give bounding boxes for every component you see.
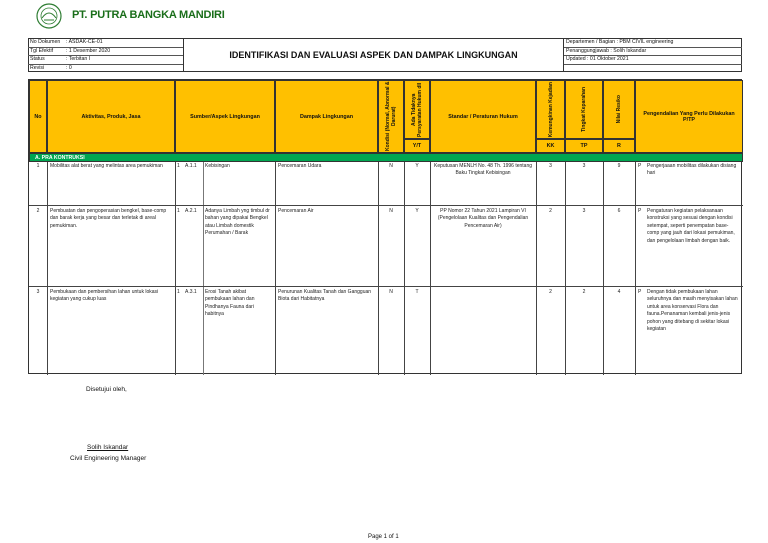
status-label: Status <box>30 56 45 62</box>
row2-activity: Pembuatan dan pengoperasian bengkel, base-comp dan barak kerja yang besar dan terletak di areal pemukiman. <box>50 208 167 229</box>
row2-control: Pengaturan kegiatan pelaksanaan konstruksi yang sesuai dengan kondisi setempat, seperti penempatan base-comp yang jauh dari lokasi pemukiman, dan pengelolaan limbah dengan baik. <box>647 208 735 244</box>
row3-code-a: 1 <box>177 289 180 295</box>
section-row: A. PRA KONTRUKSI <box>29 153 743 162</box>
col-header-standard: Standar / Peraturan Hukum <box>430 80 536 153</box>
row3-legal: T <box>415 289 419 295</box>
col-header-condition-text: Kondisi (Normal, Abnormal & Darurat) <box>385 81 397 152</box>
col-header-activity: Aktivitas, Produk, Jasa <box>47 80 175 153</box>
grid-vline <box>536 162 537 375</box>
row1-activity: Mobilitas alat berat yang melintas area pemukiman <box>50 163 163 169</box>
row3-source: Erosi Tanah akibat pembukaan lahan dan Pindhanya Fauna dari habitnya <box>205 289 255 318</box>
page-number: Page 1 of 1 <box>368 534 399 540</box>
approved-by-label: Disetujui oleh, <box>86 386 127 393</box>
grid-vline <box>404 162 405 375</box>
row3-activity: Pembukaan dan pembersihan lahan untuk lokasi kegiatan yang cukup luas <box>50 289 159 303</box>
grid-vline <box>47 162 48 375</box>
row2-code-b: A.2.1 <box>185 208 197 214</box>
col-header-legal-text: Ada Tidaknya Persyaratan Hukum dll <box>411 82 423 137</box>
col-header-legal <box>404 80 430 139</box>
row2-pt: P <box>638 208 642 214</box>
department-info <box>563 38 742 72</box>
col-header-likelihood-sub: KK <box>536 139 565 153</box>
row1-source: Kebisingan <box>205 163 230 169</box>
revision-label: Revisi <box>30 64 45 71</box>
company-logo-icon <box>36 3 62 29</box>
row2-standard: PP Nomor 22 Tahun 2021 Lampiran VI (Pengelolaan Kualitas dan Pengendalian Pencemaran Air) <box>437 208 529 229</box>
grid-vline <box>603 162 604 375</box>
row1-tp: 3 <box>582 163 586 169</box>
row3-control: Dengan tidak pembukaan lahan seluruhnya dan masih menyisakan lahan untuk area konservasi Flora dan fauna.Penanaman kembali jenis-jenis pohon yang ditebang di sekitar lokasi kegiatan <box>647 289 738 333</box>
col-header-severity-text: Tingkat Keparahan <box>581 87 587 132</box>
row3-code-b: A.3.1 <box>185 289 197 295</box>
row2-legal: Y <box>415 208 419 214</box>
row3-pt: P <box>638 289 642 295</box>
grid-vline <box>565 162 566 375</box>
row2-tp: 3 <box>582 208 586 214</box>
person-in-charge: Penanggungjawab : Solih Iskandar <box>566 47 647 54</box>
row1-control: Pengerjaaan mobilitas dilakukan disiang hari <box>647 163 737 177</box>
col-header-risk-text: Nilai Resiko <box>616 95 622 124</box>
row2-kk: 2 <box>549 208 552 214</box>
grid-vline <box>275 162 276 375</box>
document-title: IDENTIFIKASI DAN EVALUASI ASPEK DAN DAMPAK LINGKUNGAN <box>229 50 518 60</box>
row3-kk: 2 <box>549 289 552 295</box>
grid-vline <box>635 162 636 375</box>
updated-date: Updated : 01 Oktober 2021 <box>566 56 629 62</box>
row2-code-a: 1 <box>177 208 180 214</box>
approver-name: Solih Iskandar <box>87 444 129 451</box>
department: Departemen / Bagian : PBM CIVIL engineering <box>566 39 674 45</box>
grid-vline <box>203 162 204 375</box>
row3-impact: Penurunan Kualitas Tanah dan Gangguan Biota dari Habitatnya <box>278 289 372 303</box>
col-header-risk-sub: R <box>603 139 635 153</box>
col-header-likelihood <box>536 80 565 139</box>
company-name: PT. PUTRA BANGKA MANDIRI <box>72 9 225 21</box>
doc-no-label: No Dokumen <box>30 39 61 45</box>
row2-no: 2 <box>36 208 40 214</box>
row3-no: 3 <box>36 289 40 295</box>
row3-r: 4 <box>617 289 621 295</box>
revision-value: : 0 <box>66 64 72 71</box>
col-header-legal-sub: Y/T <box>404 139 430 153</box>
col-header-no: No <box>29 80 47 153</box>
grid-hline <box>29 205 743 206</box>
grid-vline <box>378 162 379 375</box>
doc-no: : ASDAK-CE-01 <box>66 39 103 45</box>
row1-impact: Pencemaran Udara <box>278 163 322 169</box>
document-info <box>28 38 184 72</box>
grid-hline <box>29 286 743 287</box>
col-header-severity <box>565 80 603 139</box>
row1-code-a: 1 <box>177 163 180 169</box>
approver-position: Civil Engineering Manager <box>70 455 147 462</box>
row3-tp: 2 <box>582 289 586 295</box>
row2-source: Adanya Limbah yng timbul dr bahan yang dipakai Bengkel atau Limbah domestik Perumahan / Barak <box>205 208 270 237</box>
col-header-risk <box>603 80 635 139</box>
col-header-severity-sub: TP <box>565 139 603 153</box>
grid-vline <box>430 162 431 375</box>
row3-condition: N <box>389 289 393 295</box>
col-header-likelihood-text: Kemungkinan Kejadian <box>547 81 554 138</box>
row1-r: 9 <box>617 163 621 169</box>
col-header-source: Sumber/Aspek Lingkungan <box>175 80 275 153</box>
row2-impact: Pencemaran Air <box>278 208 314 214</box>
effective-date: : 1 Desember 2020 <box>66 47 111 54</box>
col-header-impact: Dampak Lingkungan <box>275 80 378 153</box>
row1-legal: Y <box>415 163 419 169</box>
effective-label: Tgl Efektif <box>30 47 54 54</box>
row1-condition: N <box>389 163 393 169</box>
grid-vline <box>175 162 176 375</box>
row1-code-b: A.1.1 <box>185 163 197 169</box>
row1-kk: 3 <box>549 163 552 169</box>
row1-pt: P <box>638 163 642 169</box>
aspect-impact-table <box>28 79 742 374</box>
row1-no: 1 <box>36 163 40 169</box>
row1-standard: Keputusan MENLH No. 48 Th. 1996 tentang Baku Tingkat Kebisingan <box>433 163 533 177</box>
col-header-control: Pengendalian Yang Perlu Dilakukan P/TP <box>635 80 743 153</box>
status-value: : Terbitan I <box>66 56 91 62</box>
row2-condition: N <box>389 208 393 214</box>
col-header-condition <box>378 80 404 153</box>
row2-r: 6 <box>617 208 621 214</box>
